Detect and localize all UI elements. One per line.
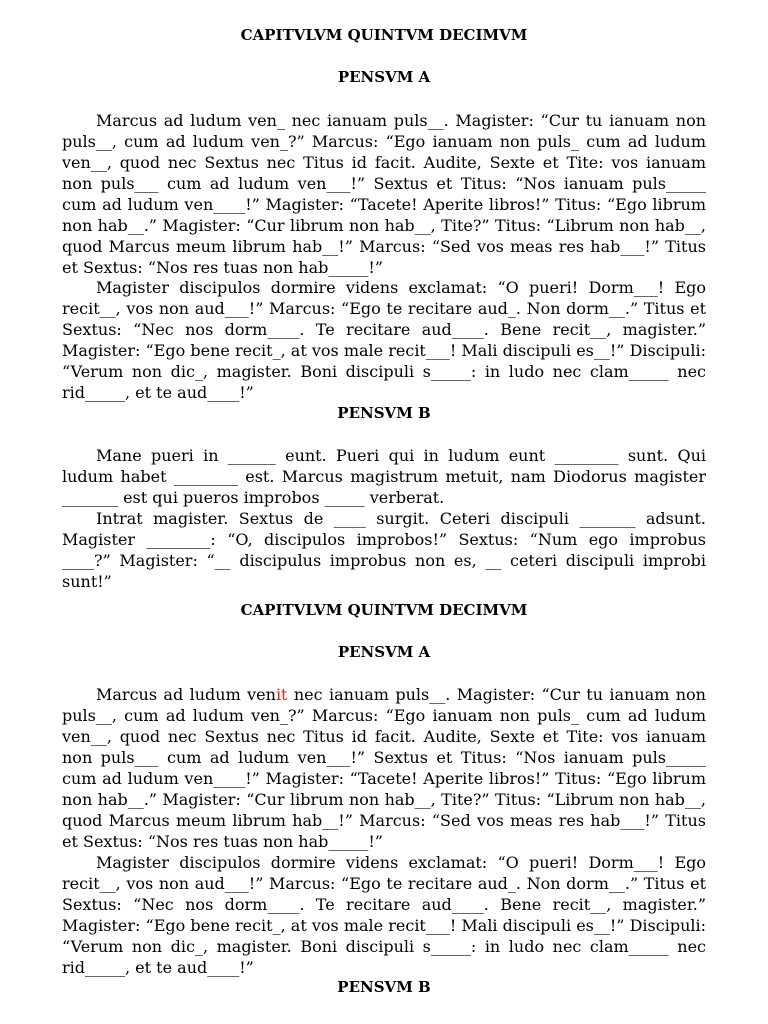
paragraph-text-start: Marcus ad ludum ven	[96, 685, 276, 704]
pensum-a-paragraph-1: Marcus ad ludum ven_ nec ianuam puls__. Magister: “Cur tu ianuam non puls__, cum ad ludum ven_?” Marcus: “Ego ianuam non puls_ cum ad ludum ven__, quod nec Sextus nec Titus id facit. Audite, Sexte et Tite: vos ianuam non puls___ cum ad ludum ven___!” Sextus et Titus: “Nos ianuam puls_____ cum ad ludum ven____!” Magister: “Tacete! Aperite libros!” Titus: “Ego librum non hab__.” Magister: “Cur librum non hab__, Tite?” Titus: “Librum non hab__, quod Marcus meum librum hab__!” Marcus: “Sed vos meas res hab___!” Titus et Sextus: “Nos res tuas non hab_____!”	[62, 111, 706, 277]
pensum-b-heading-repeat: PENSVM B	[337, 978, 431, 996]
pensum-b-paragraph-1: Mane pueri in ______ eunt. Pueri qui in ludum eunt ________ sunt. Qui ludum habet ________ est. Marcus magistrum metuit, nam Diodorus magister _______ est qui pueros improbos _____ verberat.	[62, 446, 706, 507]
filled-answer: it	[275, 685, 288, 704]
chapter-title-repeat: CAPITVLVM QUINTVM DECIMVM	[240, 601, 528, 619]
chapter-title: CAPITVLVM QUINTVM DECIMVM	[240, 26, 528, 44]
pensum-a-paragraph-2: Magister discipulos dormire videns exclamat: “O pueri! Dorm___! Ego recit__, vos non aud___!” Marcus: “Ego te recitare aud_. Non dorm__.” Titus et Sextus: “Nec nos dorm____. Te recitare aud____. Bene recit__, magister.” Magister: “Ego bene recit_, at vos male recit___! Mali discipuli es__!” Discipuli: “Verum non dic_, magister. Boni discipuli s_____: in ludo nec clam_____ nec rid_____, et te aud____!”	[62, 278, 706, 402]
pensum-a-heading-repeat: PENSVM A	[337, 643, 431, 661]
pensum-b-paragraph-2: Intrat magister. Sextus de ____ surgit. Ceteri discipuli _______ adsunt. Magister ________: “O, discipulos improbos!” Sextus: “Num ego improbus ____?” Magister: “__ discipulus improbus non es, __ ceteri discipuli improbi sunt!”	[62, 509, 706, 591]
pensum-a-answered-paragraph-1	[62, 684, 706, 852]
pensum-a-answered-paragraph-2: Magister discipulos dormire videns exclamat: “O pueri! Dorm___! Ego recit__, vos non aud___!” Marcus: “Ego te recitare aud_. Non dorm__.” Titus et Sextus: “Nec nos dorm____. Te recitare aud____. Bene recit__, magister.” Magister: “Ego bene recit_, at vos male recit___! Mali discipuli es__!” Discipuli: “Verum non dic_, magister. Boni discipuli s_____: in ludo nec clam_____ nec rid_____, et te aud____!”	[62, 853, 706, 977]
pensum-b-heading: PENSVM B	[337, 404, 431, 422]
paragraph-text-rest: nec ianuam puls__. Magister: “Cur tu ianuam non puls__, cum ad ludum ven_?” Marcus: “Ego ianuam non puls_ cum ad ludum ven__, quod nec Sextus nec Titus id facit. Audite, Sexte et Tite: vos ianuam non puls___ cum ad ludum ven___!” Sextus et Titus: “Nos ianuam puls_____ cum ad ludum ven____!” Magister: “Tacete! Aperite libros!” Titus: “Ego librum non hab__.” Magister: “Cur librum non hab__, Tite?” Titus: “Librum non hab__, quod Marcus meum librum hab__!” Marcus: “Sed vos meas res hab___!” Titus et Sextus: “Nos res tuas non hab_____!”	[62, 685, 706, 851]
pensum-a-heading: PENSVM A	[337, 68, 431, 86]
